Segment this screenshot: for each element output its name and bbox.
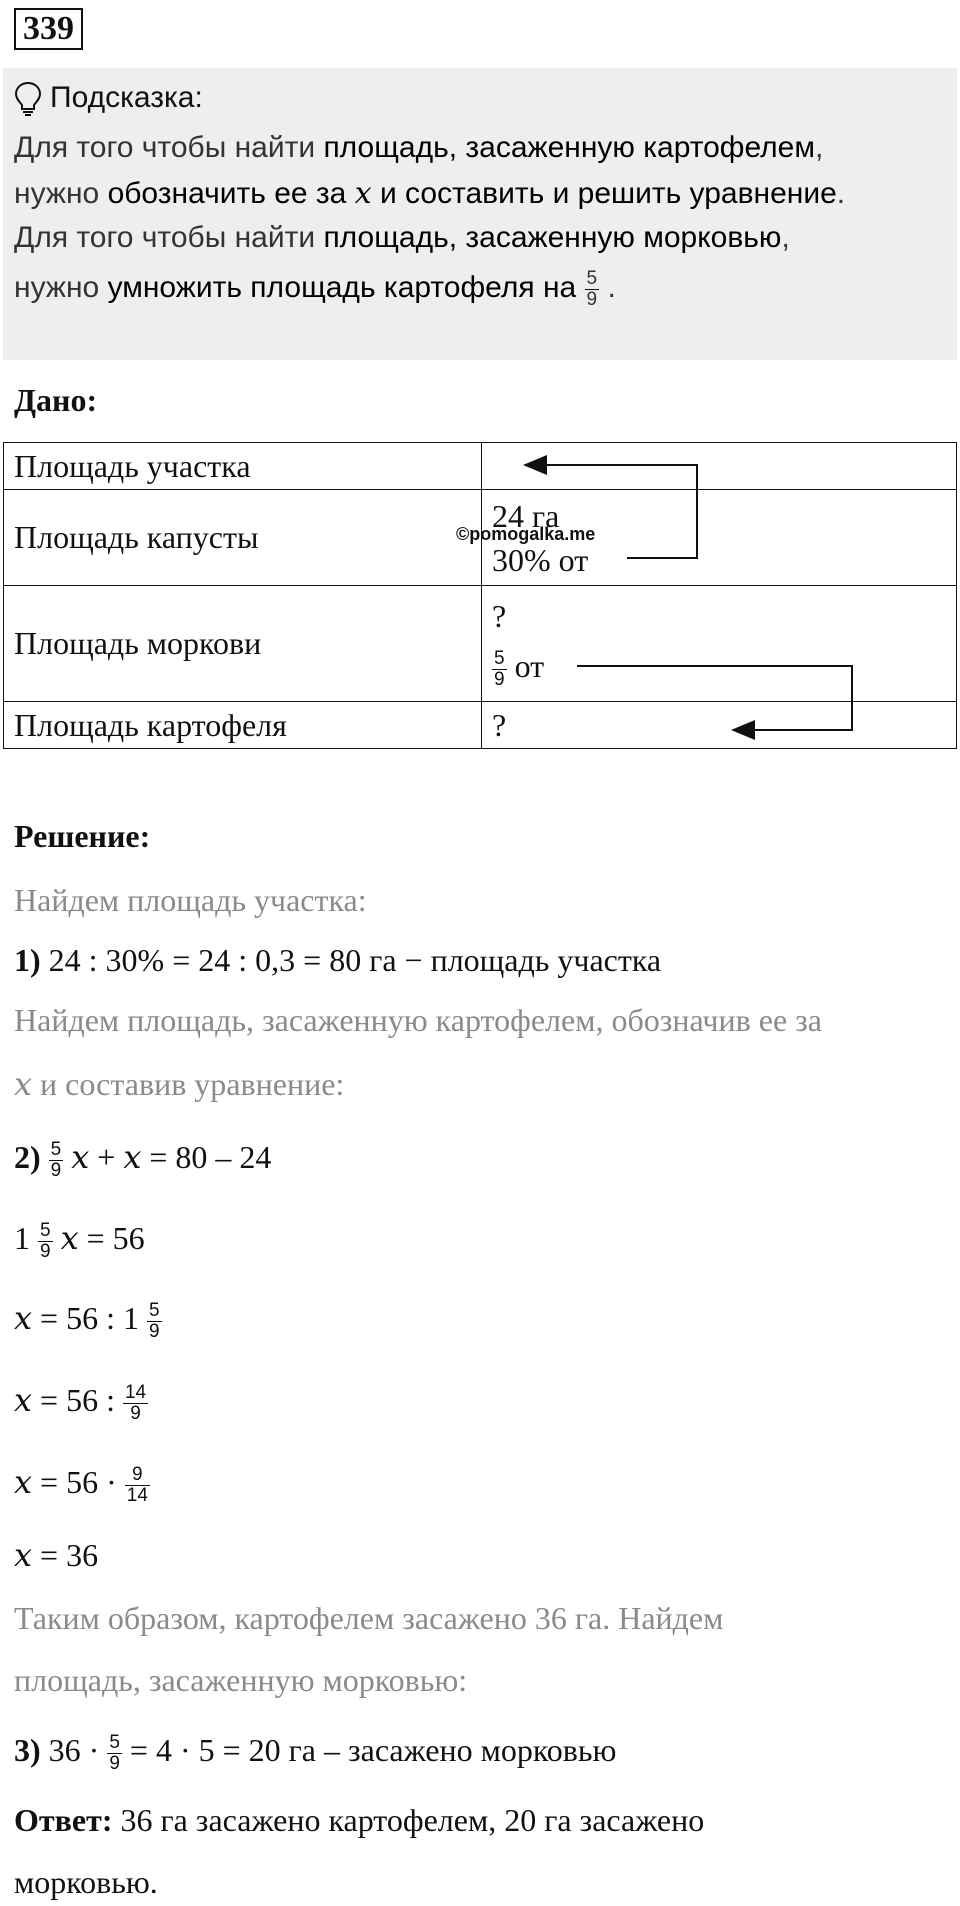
denominator: 9: [109, 1753, 120, 1775]
hint-emphasis: площадь, засаженную картофелем: [323, 131, 815, 164]
numerator: 5: [494, 647, 505, 669]
math-variable: x: [14, 1536, 33, 1574]
watermark: ©pomogalka.me: [456, 524, 596, 544]
task-number: 339: [14, 8, 83, 50]
step-text: 36 ·: [40, 1732, 108, 1768]
step-number: 1): [14, 942, 41, 978]
row-label: Площадь капусты: [4, 490, 482, 586]
hint-emphasis: умножить площадь картофеля на: [107, 271, 585, 304]
equation-line: [14, 1380, 148, 1424]
step-text: = 56 ·: [32, 1464, 125, 1500]
numerator: 5: [148, 1300, 160, 1322]
math-variable: x: [14, 1299, 33, 1337]
step-number: 3): [14, 1732, 41, 1768]
fraction: [49, 1140, 64, 1181]
denominator: 9: [40, 1241, 51, 1263]
solution-step: [14, 1137, 271, 1181]
step-text: и составив уравнение:: [32, 1066, 345, 1102]
step-text: 1: [14, 1220, 30, 1256]
solution-text: площадь, засаженную морковью:: [14, 1662, 468, 1698]
math-variable: x: [60, 1219, 79, 1257]
fraction: [38, 1221, 53, 1262]
math-variable: x: [71, 1138, 90, 1176]
row-label: Площадь моркови: [4, 586, 482, 702]
equation-line: [14, 1462, 150, 1506]
value-text: от: [514, 647, 545, 684]
denominator: 9: [130, 1403, 141, 1425]
arrow-connector: [577, 666, 852, 730]
hint-text: Для того чтобы найти: [14, 221, 324, 254]
denominator: 14: [126, 1485, 148, 1507]
step-text: = 80 – 24: [141, 1139, 272, 1175]
numerator: 9: [125, 1465, 150, 1486]
math-variable: x: [14, 1065, 33, 1103]
denominator: 9: [494, 668, 505, 690]
hint-text: нужно: [14, 177, 108, 210]
equation-line: [14, 1298, 162, 1342]
hint-title-text: Подсказка:: [50, 81, 203, 114]
denominator: 9: [586, 288, 598, 310]
denominator: 9: [148, 1321, 160, 1343]
fraction: [107, 1733, 122, 1774]
step-text: = 4 · 5 = 20 га – засажено морковью: [121, 1732, 617, 1768]
math-variable: x: [354, 176, 372, 211]
solution-text: Найдем площадь, засаженную картофелем, обозначив ее за: [14, 1002, 822, 1038]
solution-text: [14, 1064, 344, 1104]
step-number: 2): [14, 1139, 41, 1175]
arrows-overlay: [0, 0, 960, 760]
fraction: [147, 1301, 162, 1342]
math-variable: x: [123, 1138, 142, 1176]
math-variable: x: [14, 1463, 33, 1501]
arrow-connector: [525, 465, 697, 558]
numerator: 5: [40, 1220, 51, 1242]
step-text: 24 : 30% = 24 : 0,3 = 80 га − площадь участка: [40, 942, 662, 978]
row-value: ?: [482, 702, 957, 749]
solution-step: [14, 940, 661, 980]
hint-emphasis: обозначить ее за: [107, 177, 355, 210]
step-text: = 56 :: [32, 1382, 123, 1418]
numerator: 5: [586, 267, 598, 289]
math-variable: x: [14, 1381, 33, 1419]
step-text: = 36: [32, 1537, 99, 1573]
value-line: ?: [492, 597, 507, 634]
row-label: Площадь участка: [4, 443, 482, 490]
value-line: 24 га: [492, 497, 560, 534]
numerator: 14: [124, 1382, 147, 1404]
step-text: = 56 : 1: [32, 1300, 139, 1336]
hint-emphasis: и составить и решить уравнение: [371, 177, 837, 210]
denominator: 9: [50, 1160, 62, 1182]
equation-line: [14, 1535, 98, 1575]
equation-line: [14, 1218, 145, 1262]
hint-emphasis: площадь, засаженную морковью: [323, 221, 782, 254]
hint-text: ,: [815, 131, 824, 164]
hint-text: .: [599, 271, 616, 304]
numerator: 5: [109, 1732, 120, 1754]
solution-text: Найдем площадь участка:: [14, 882, 367, 918]
hint-text: .: [836, 177, 846, 210]
answer-text: 36 га засажено картофелем, 20 га засажено: [112, 1802, 705, 1838]
numerator: 5: [50, 1139, 62, 1161]
hint-text: нужно: [14, 271, 108, 304]
row-label: Площадь картофеля: [4, 702, 482, 749]
solution-title: Решение:: [14, 818, 151, 854]
answer-line: морковью.: [14, 1864, 158, 1900]
given-title: Дано:: [14, 382, 98, 418]
answer-line: [14, 1800, 704, 1840]
value-line: 30% от: [492, 541, 589, 578]
answer-label: Ответ:: [14, 1802, 113, 1838]
solution-text: Таким образом, картофелем засажено 36 га. Найдем: [14, 1600, 724, 1636]
step-text: = 56: [78, 1220, 145, 1256]
step-text: +: [89, 1139, 124, 1175]
solution-step: [14, 1730, 616, 1774]
hint-text: Для того чтобы найти: [14, 131, 324, 164]
fraction: [123, 1383, 148, 1424]
hint-text: ,: [781, 221, 790, 254]
fraction: [125, 1465, 150, 1506]
